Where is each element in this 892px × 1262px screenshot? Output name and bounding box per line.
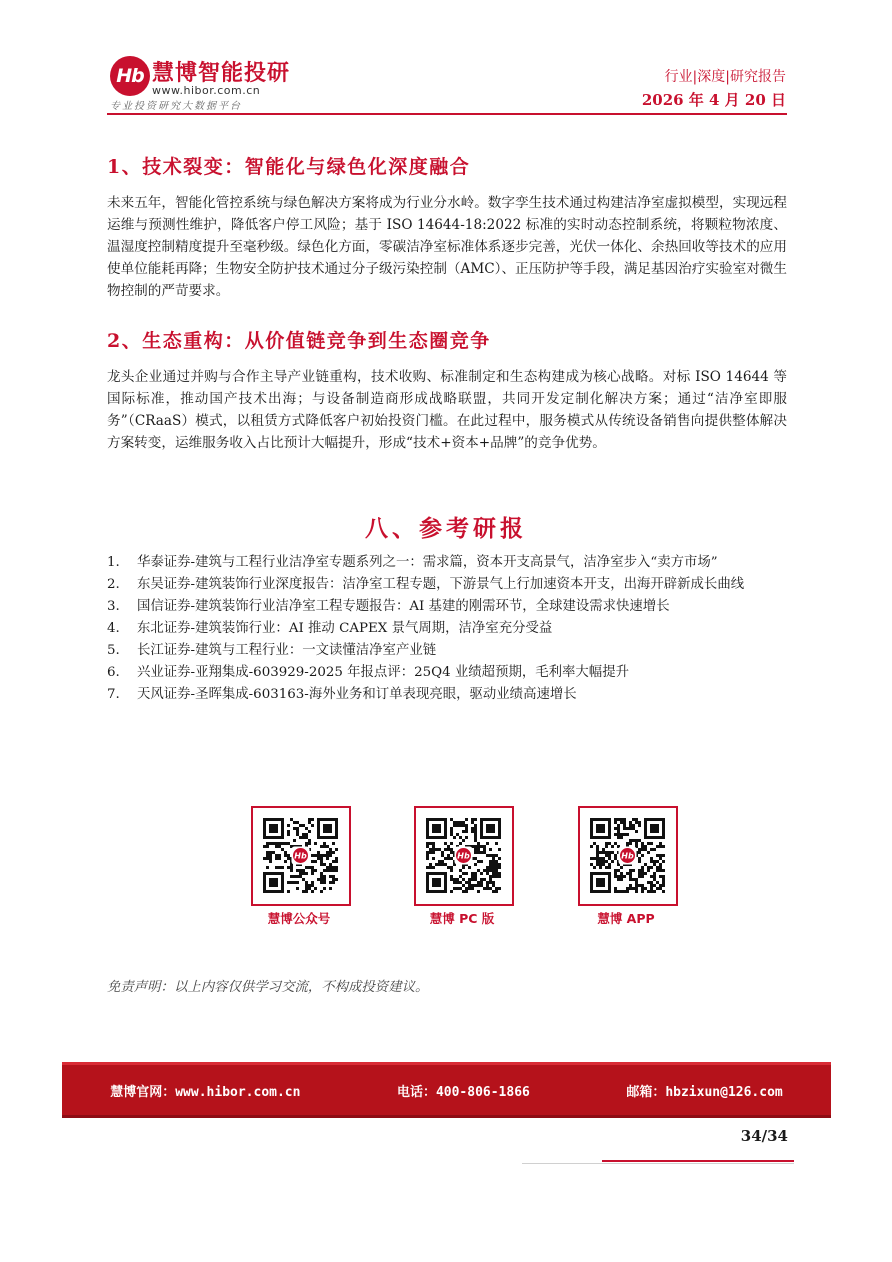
- list-item-number: 4.: [107, 621, 120, 636]
- report-date: 2026 年 4 月 20 日: [641, 91, 786, 109]
- svg-text:Hb: Hb: [457, 851, 470, 861]
- qr-code-app: [578, 806, 678, 906]
- qr-label-app: 慧博 APP: [597, 911, 655, 926]
- list-item: [107, 574, 787, 596]
- footer-bar: [62, 1062, 831, 1118]
- qr-code-icon: [580, 808, 676, 904]
- disclaimer: 免责声明：以上内容仅供学习交流，不构成投资建议。: [107, 980, 429, 995]
- svg-text:Hb: Hb: [621, 851, 634, 861]
- list-item-number: 6.: [107, 665, 120, 680]
- svg-text:Hb: Hb: [294, 851, 307, 861]
- logo-tagline: 专业投资研究大数据平台: [110, 101, 242, 112]
- list-item-number: 2.: [107, 577, 120, 592]
- qr-label-pc: 慧博 PC 版: [429, 911, 495, 926]
- section-1-body: 未来五年，智能化管控系统与绿色解决方案将成为行业分水岭。数字孪生技术通过构建洁净室虚拟模型，实现远程运维与预测性维护，降低客户停工风险；基于 ISO 14644-18:2022 标准的实时动态控制系统，将颗粒物浓度、温湿度控制精度提升至毫秒级。绿色化方面，零碳洁净室标准体系逐步完善，光伏一体化、余热回收等技术的应用使单位能耗再降；生物安全防护技术通过分子级污染控制（AMC）、正压防护等手段，满足基因治疗实验室对微生物控制的严苛要求。: [107, 195, 787, 299]
- footer-rule: [522, 1163, 794, 1164]
- list-item: [107, 596, 787, 618]
- list-item: [107, 552, 787, 574]
- report-type: 行业|深度|研究报告: [664, 69, 786, 85]
- footer-rule-accent: [602, 1160, 794, 1162]
- list-item-number: 1.: [107, 555, 120, 570]
- qr-label-wechat: 慧博公众号: [267, 911, 331, 926]
- list-item-text: 东北证券-建筑装饰行业：AI 推动 CAPEX 景气周期，洁净室充分受益: [137, 621, 553, 636]
- footer-website-link[interactable]: 慧博官网：www.hibor.com.cn: [110, 1084, 301, 1100]
- qr-code-wechat: [251, 806, 351, 906]
- page-number: 34/34: [740, 1127, 788, 1145]
- qr-code-icon: [253, 808, 349, 904]
- section-2-title: 2、生态重构：从价值链竞争到生态圈竞争: [107, 330, 491, 352]
- list-item-text: 东吴证券-建筑装饰行业深度报告：洁净室工程专题，下游景气上行加速资本开支，出海开辟新成长曲线: [137, 577, 745, 592]
- qr-code-pc: [414, 806, 514, 906]
- list-item-text: 天风证券-圣晖集成-603163-海外业务和订单表现亮眼，驱动业绩高速增长: [137, 687, 577, 702]
- list-item-text: 国信证券-建筑装饰行业洁净室工程专题报告：AI 基建的刚需环节，全球建设需求快速增长: [137, 599, 670, 614]
- list-item-number: 3.: [107, 599, 120, 614]
- list-item: [107, 662, 787, 684]
- list-item-text: 华泰证券-建筑与工程行业洁净室专题系列之一：需求篇，资本开支高景气，洁净室步入“卖方市场”: [137, 555, 718, 570]
- logo-url: www.hibor.com.cn: [152, 84, 261, 97]
- qr-code-icon: [416, 808, 512, 904]
- section-2-body: 龙头企业通过并购与合作主导产业链重构，技术收购、标准制定和生态构建成为核心战略。对标 ISO 14644 等国际标准，推动国产技术出海；与设备制造商形成战略联盟，共同开发定制化解决方案；通过“洁净室即服务”（CRaaS）模式，以租赁方式降低客户初始投资门槛。在此过程中，服务模式从传统设备销售向提供整体解决方案转变，运维服务收入占比预计大幅提升，形成“技术+资本+品牌”的竞争优势。: [107, 369, 787, 451]
- footer-phone: 电话：400-806-1866: [396, 1084, 530, 1100]
- logo-icon: Hb: [110, 56, 150, 96]
- logo-name: 慧博智能投研: [152, 61, 291, 86]
- list-item: [107, 618, 787, 640]
- footer-email-link[interactable]: 邮箱：hbzixun@126.com: [626, 1084, 783, 1100]
- list-item: [107, 640, 787, 662]
- list-item-text: 兴业证券-亚翔集成-603929-2025 年报点评：25Q4 业绩超预期，毛利率大幅提升: [137, 665, 629, 680]
- reference-list: [107, 552, 787, 706]
- section-1-title: 1、技术裂变：智能化与绿色化深度融合: [107, 156, 471, 178]
- header-divider: [107, 113, 787, 115]
- list-item: [107, 684, 787, 706]
- list-item-text: 长江证券-建筑与工程行业：一文读懂洁净室产业链: [137, 643, 437, 658]
- list-item-number: 7.: [107, 687, 120, 702]
- list-item-number: 5.: [107, 643, 120, 658]
- chapter-title: 八、参考研报: [365, 515, 527, 542]
